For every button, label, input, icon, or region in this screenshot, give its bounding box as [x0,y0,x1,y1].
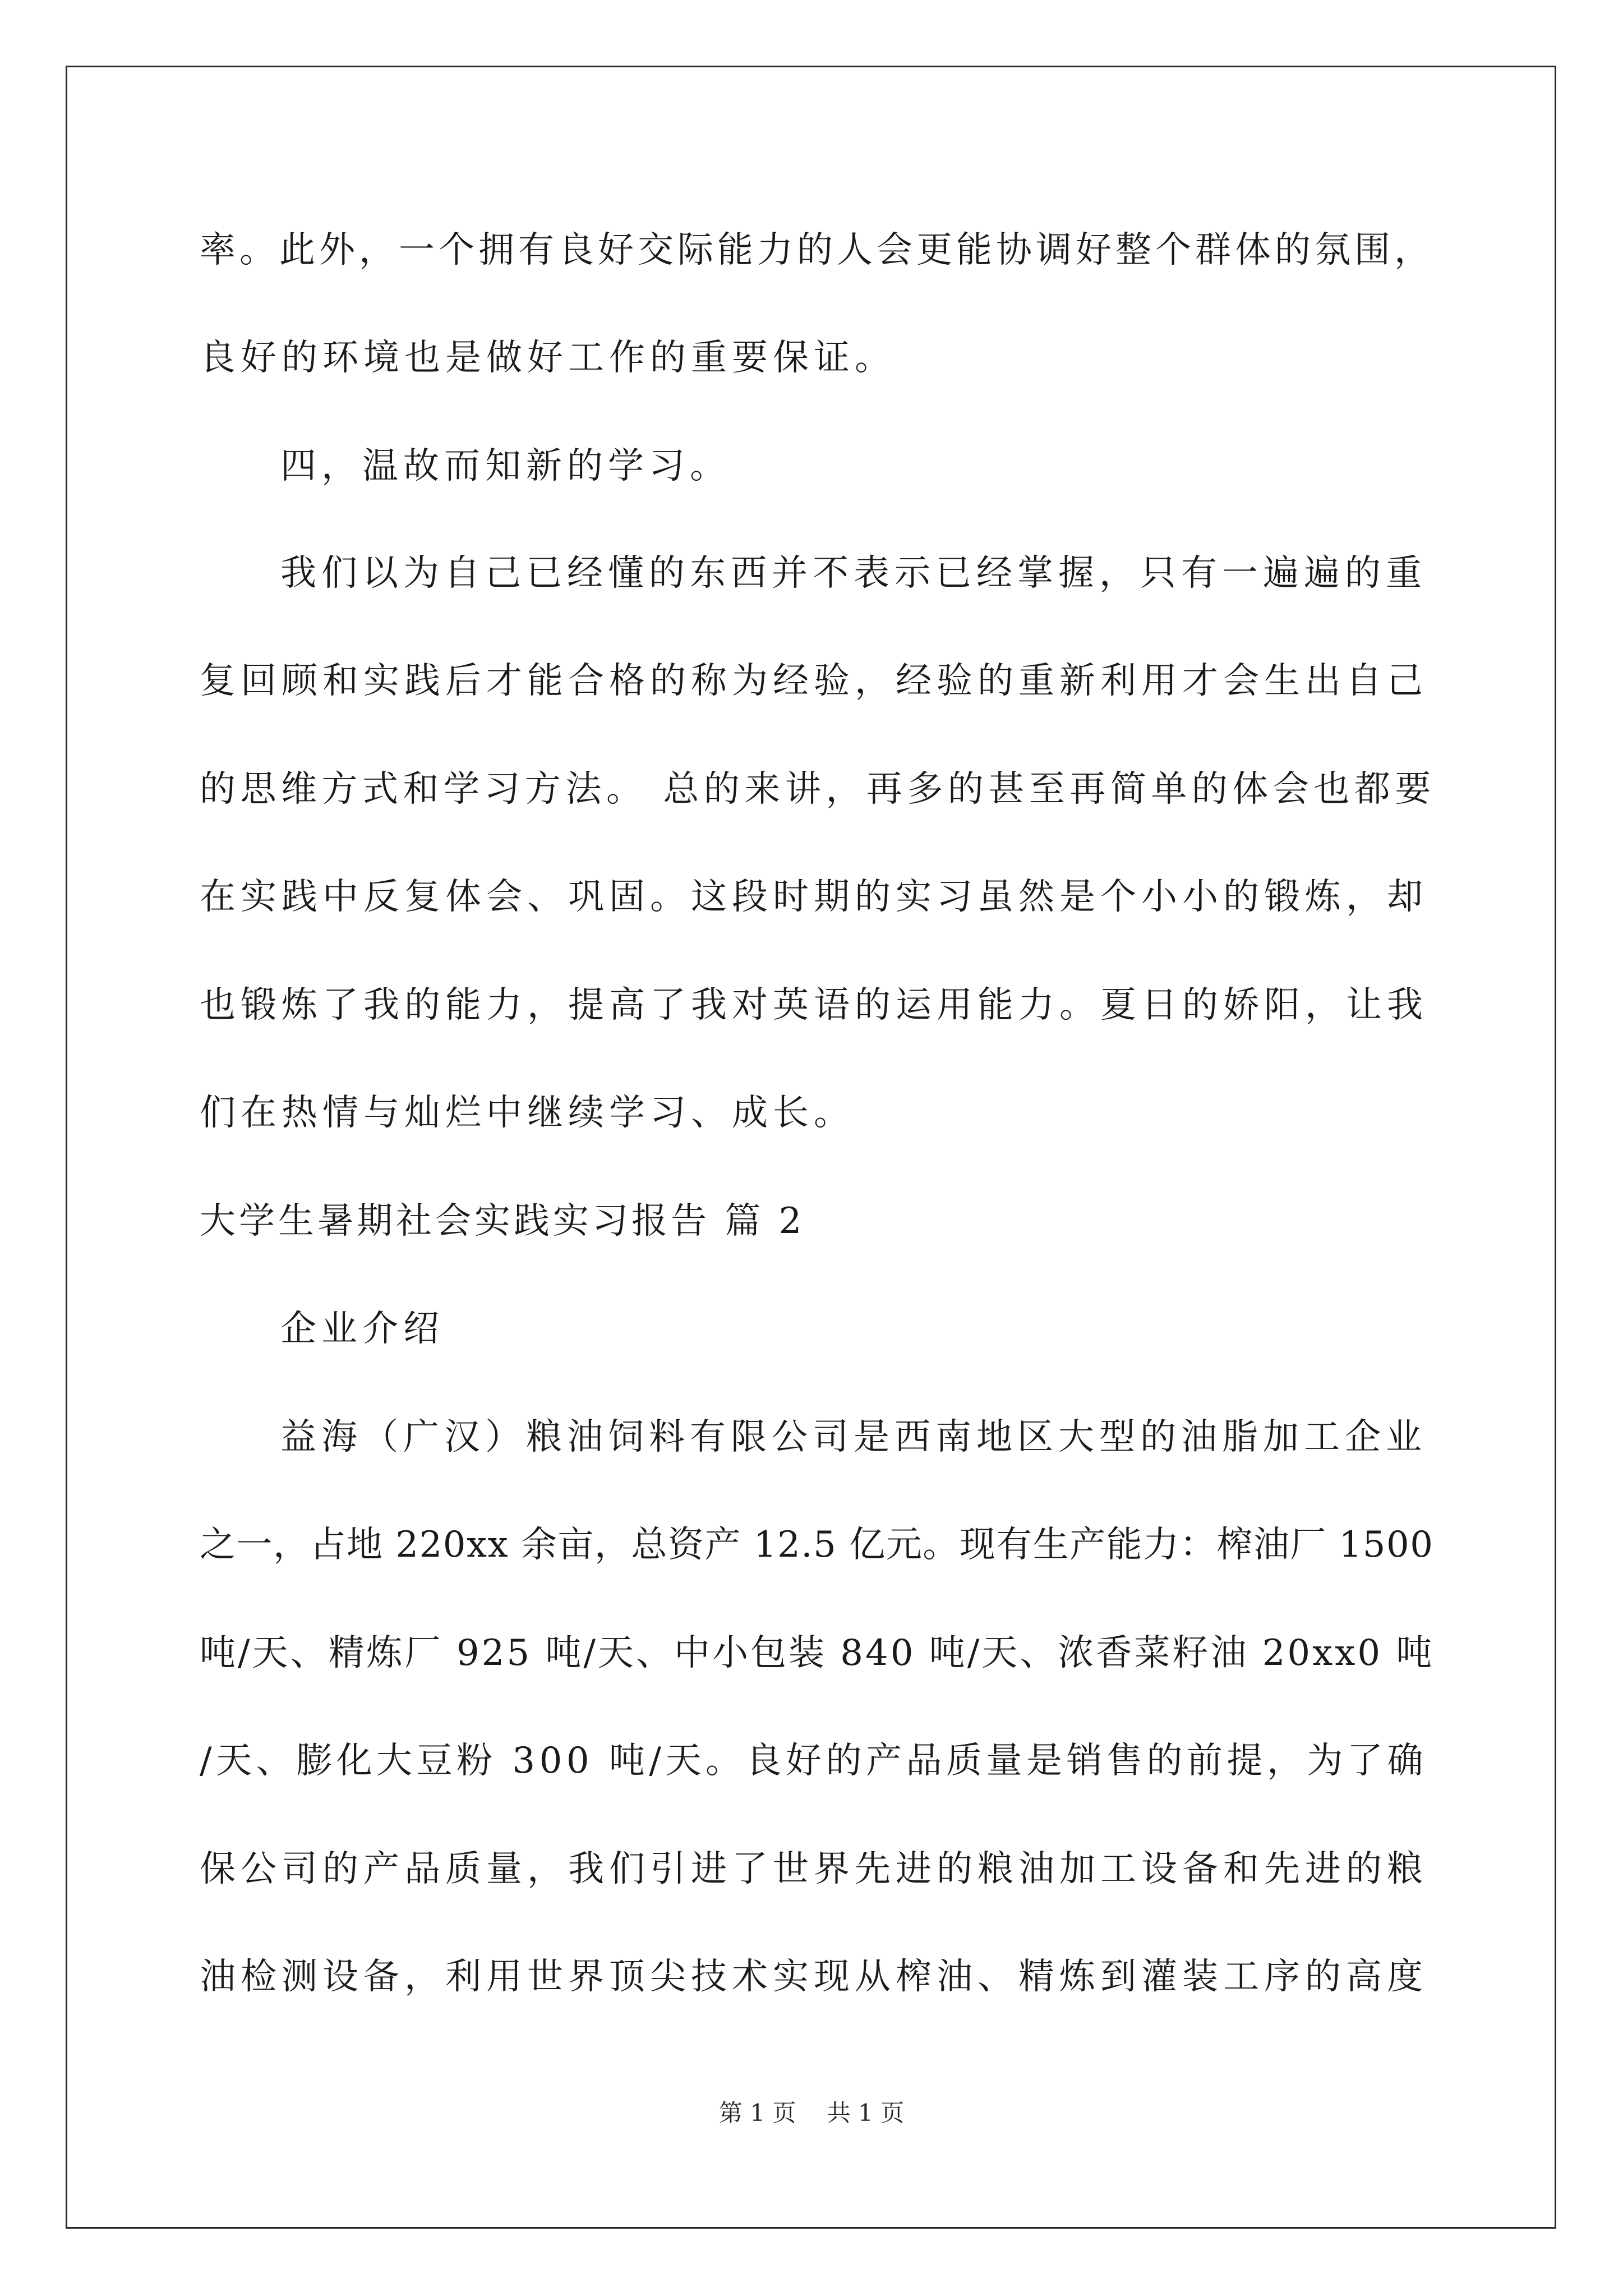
text-line: 油检测设备，利用世界顶尖技术实现从榨油、精炼到灌装工序的高度 [200,1956,1428,1998]
text-line: 在实践中反复体会、巩固。这段时期的实习虽然是个小小的锻炼，却 [200,876,1428,918]
text-line: 吨/天、精炼厂 925 吨/天、中小包装 840 吨/天、浓香菜籽油 20xx0 吨 [200,1632,1435,1674]
text-line: 率。此外，一个拥有良好交际能力的人会更能协调好整个群体的氛围， [200,229,1434,271]
text-line: 也锻炼了我的能力，提高了我对英语的运用能力。夏日的娇阳，让我 [200,984,1428,1026]
text-line: 保公司的产品质量，我们引进了世界先进的粮油加工设备和先进的粮 [200,1848,1428,1890]
text-line: 之一，占地 220xx 余亩，总资产 12.5 亿元。现有生产能力：榨油厂 1500 [200,1524,1434,1566]
article-heading: 大学生暑期社会实践实习报告 篇 2 [200,1200,805,1242]
section-subtitle: 企业介绍 [280,1308,444,1350]
text-line: 的思维方式和学习方法。 总的来讲，再多的甚至再简单的体会也都要 [200,769,1436,810]
text-line: 良好的环境也是做好工作的重要保证。 [200,337,896,379]
text-line: 益海（广汉）粮油饲料有限公司是西南地区大型的油脂加工企业 [280,1416,1427,1458]
page-number-footer: 第 1 页 共 1 页 [718,2099,905,2127]
page-border [66,66,1556,2229]
section-subtitle: 四，温故而知新的学习。 [280,445,731,487]
text-line: 复回顾和实践后才能合格的称为经验，经验的重新利用才会生出自己 [200,660,1428,702]
text-line: 们在热情与灿烂中继续学习、成长。 [200,1092,855,1134]
text-line: 我们以为自己已经懂的东西并不表示已经掌握，只有一遍遍的重 [280,553,1427,594]
text-line: /天、膨化大豆粉 300 吨/天。良好的产品质量是销售的前提，为了确 [200,1740,1427,1782]
